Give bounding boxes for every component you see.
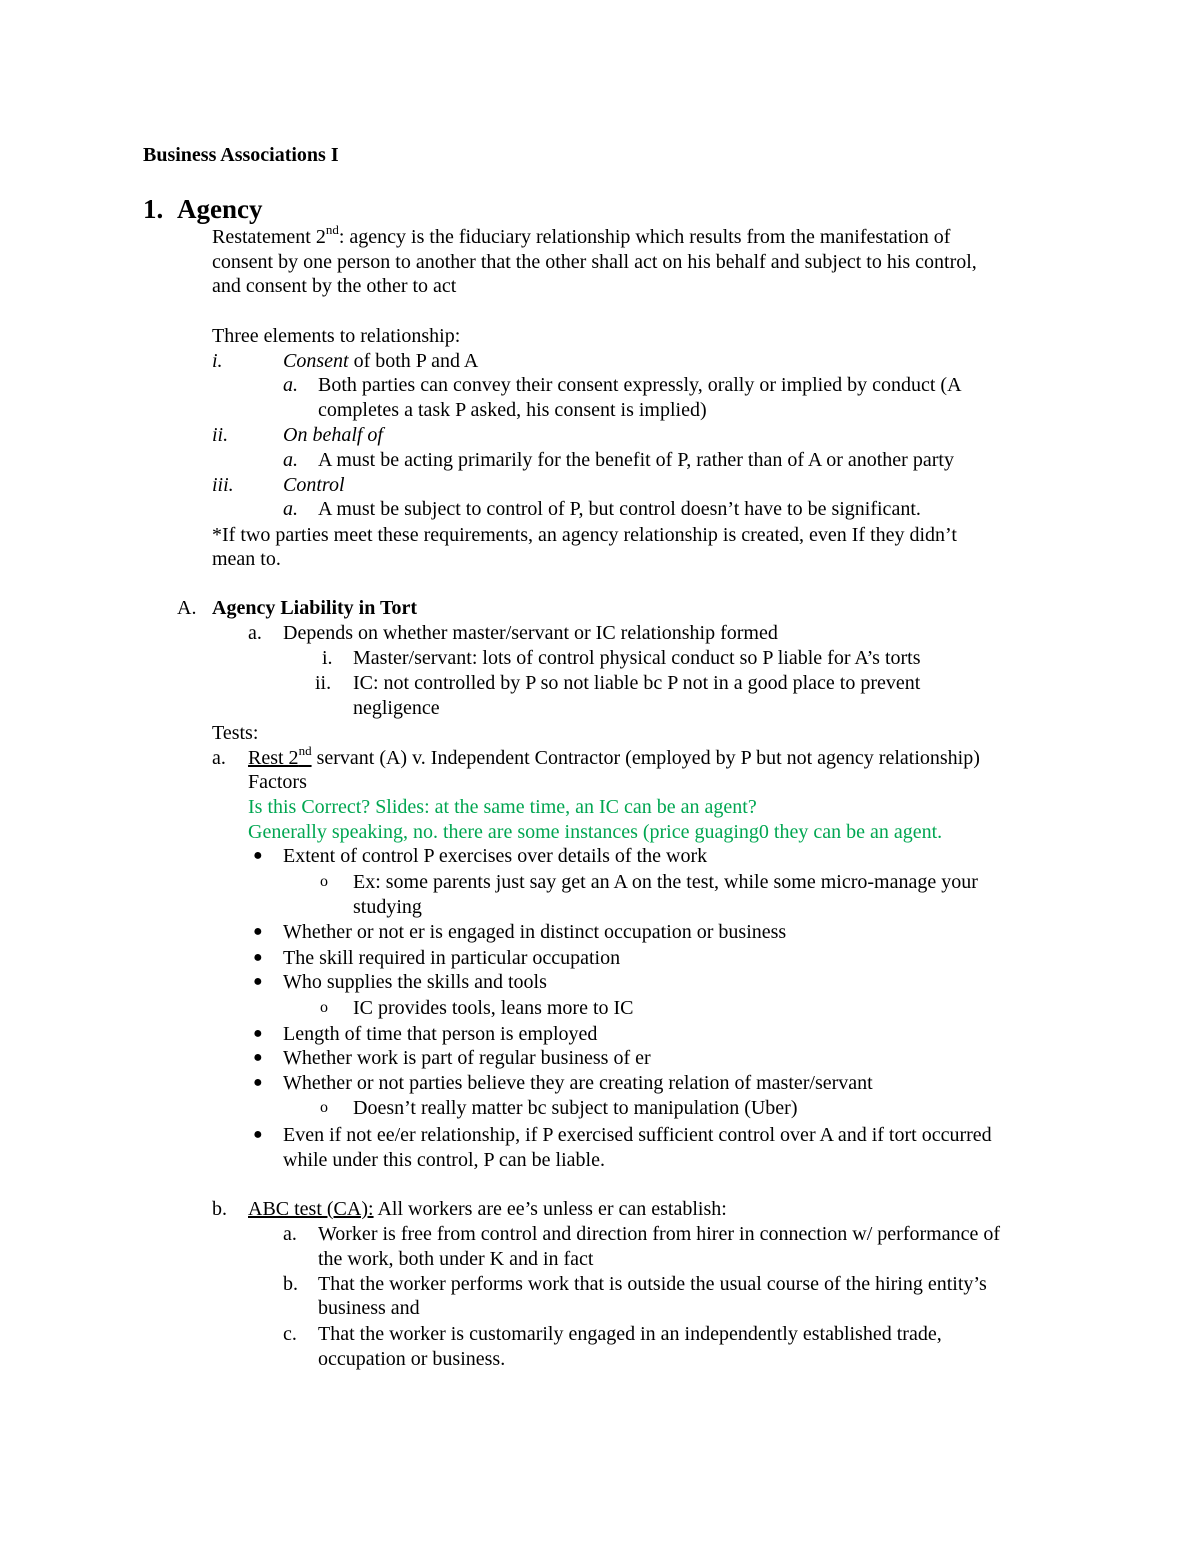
bullet-icon: ● bbox=[253, 973, 263, 990]
bullet-icon: ● bbox=[253, 1049, 263, 1066]
element-i-number: i. bbox=[212, 350, 223, 372]
abc-item-c-number: c. bbox=[283, 1323, 297, 1345]
element-i-rest: of both P and A bbox=[348, 350, 479, 372]
test-a-description: servant (A) v. Independent Contractor (employed by P but not agency relationship) bbox=[311, 747, 980, 769]
abc-item-b-number: b. bbox=[283, 1273, 298, 1295]
test-a-number: a. bbox=[212, 747, 226, 769]
factor-2: Whether or not er is engaged in distinct occupation or business bbox=[283, 921, 787, 943]
element-ii-term: On behalf of bbox=[283, 424, 383, 446]
section-a-item-i-text: Master/servant: lots of control physical conduct so P liable for A’s torts bbox=[353, 647, 921, 669]
bullet-icon: ● bbox=[253, 949, 263, 966]
bullet-icon: ● bbox=[253, 1025, 263, 1042]
abc-item-a-line-1: Worker is free from control and direction from hirer in connection w/ performance of bbox=[318, 1223, 1001, 1245]
abc-item-a-number: a. bbox=[283, 1223, 297, 1245]
restatement-line-3: and consent by the other to act bbox=[212, 275, 457, 297]
element-iii-number: iii. bbox=[212, 474, 234, 496]
restatement-line-2: consent by one person to another that the other shall act on his behalf and subject to his control, bbox=[212, 251, 977, 273]
test-b-line bbox=[248, 1197, 727, 1221]
factor-7-sub: Doesn’t really matter bc subject to manipulation (Uber) bbox=[353, 1097, 798, 1119]
sub-bullet-icon: o bbox=[320, 1099, 328, 1116]
factors-label: Factors bbox=[248, 771, 307, 793]
test-b-number: b. bbox=[212, 1198, 227, 1220]
section-a-item-ii-line-2: negligence bbox=[353, 697, 440, 719]
factor-3: The skill required in particular occupation bbox=[283, 947, 621, 969]
factor-4-sub: IC provides tools, leans more to IC bbox=[353, 997, 634, 1019]
abc-item-b-line-1: That the worker performs work that is outside the usual course of the hiring entity’s bbox=[318, 1273, 987, 1295]
test-b-description: All workers are ee’s unless er can establish: bbox=[373, 1198, 727, 1220]
element-i-sub-number: a. bbox=[283, 374, 298, 396]
sub-bullet-icon: o bbox=[320, 873, 328, 890]
document-title: Business Associations I bbox=[143, 144, 339, 166]
factor-7: Whether or not parties believe they are creating relation of master/servant bbox=[283, 1072, 873, 1094]
element-i-term: Consent bbox=[283, 350, 349, 372]
section-a-heading: Agency Liability in Tort bbox=[212, 597, 418, 619]
element-i-text bbox=[283, 349, 478, 373]
restatement-sup: nd bbox=[325, 222, 339, 238]
section-a-item-a-number: a. bbox=[248, 622, 262, 644]
factor-8-line-1: Even if not ee/er relationship, if P exercised sufficient control over A and if tort occurred bbox=[283, 1124, 992, 1146]
abc-item-b-line-2: business and bbox=[318, 1297, 420, 1319]
tests-label: Tests: bbox=[212, 722, 259, 744]
abc-item-a-line-2: the work, both under K and in fact bbox=[318, 1248, 594, 1270]
green-comment-1: Is this Correct? Slides: at the same time, an IC can be an agent? bbox=[248, 796, 757, 818]
factor-6: Whether work is part of regular business of er bbox=[283, 1047, 651, 1069]
abc-test-link[interactable]: ABC test (CA): bbox=[248, 1198, 374, 1220]
green-comment-2: Generally speaking, no. there are some instances (price guaging0 they can be an agent. bbox=[248, 821, 943, 843]
sub-bullet-icon: o bbox=[320, 999, 328, 1016]
elements-intro: Three elements to relationship: bbox=[212, 325, 461, 347]
bullet-icon: ● bbox=[253, 1126, 263, 1143]
rest-2nd-link[interactable] bbox=[248, 743, 312, 769]
agency-note-line-2: mean to. bbox=[212, 548, 281, 570]
restatement-text: : agency is the fiduciary relationship which results from the manifestation of bbox=[338, 226, 951, 248]
element-ii-number: ii. bbox=[212, 424, 229, 446]
element-ii-sub-line-1: A must be acting primarily for the benefit of P, rather than of A or another party bbox=[318, 449, 954, 471]
test-a-line-1 bbox=[248, 743, 980, 770]
element-i-sub-line-1: Both parties can convey their consent expressly, orally or implied by conduct (A bbox=[318, 374, 962, 396]
section-a-item-ii-line-1: IC: not controlled by P so not liable bc P not in a good place to prevent bbox=[353, 672, 921, 694]
element-i-sub-line-2: completes a task P asked, his consent is implied) bbox=[318, 399, 707, 421]
abc-item-c-line-1: That the worker is customarily engaged in an independently established trade, bbox=[318, 1323, 942, 1345]
section-a-item-a-text: Depends on whether master/servant or IC relationship formed bbox=[283, 622, 778, 644]
section-1-heading: Agency bbox=[177, 194, 263, 224]
factor-4: Who supplies the skills and tools bbox=[283, 971, 547, 993]
section-a-number: A. bbox=[177, 597, 197, 619]
bullet-icon: ● bbox=[253, 1074, 263, 1091]
factor-8-line-2: while under this control, P can be liable. bbox=[283, 1149, 605, 1171]
bullet-icon: ● bbox=[253, 847, 263, 864]
element-iii-sub-number: a. bbox=[283, 498, 298, 520]
element-iii-term: Control bbox=[283, 474, 345, 496]
bullet-icon: ● bbox=[253, 923, 263, 940]
restatement-label: Restatement 2 bbox=[212, 226, 326, 248]
rest-2nd-link-sup: nd bbox=[298, 743, 312, 759]
element-ii-sub-number: a. bbox=[283, 449, 298, 471]
factor-5: Length of time that person is employed bbox=[283, 1023, 598, 1045]
section-1-number: 1. bbox=[143, 194, 164, 224]
factor-1: Extent of control P exercises over details of the work bbox=[283, 845, 708, 867]
restatement-line-1 bbox=[212, 222, 951, 249]
agency-note-line-1: *If two parties meet these requirements, an agency relationship is created, even If they didn’t bbox=[212, 524, 957, 546]
rest-2nd-link-text: Rest 2 bbox=[248, 747, 299, 769]
element-iii-sub-line-1: A must be subject to control of P, but control doesn’t have to be significant. bbox=[318, 498, 921, 520]
abc-item-c-line-2: occupation or business. bbox=[318, 1348, 506, 1370]
factor-1-sub-line-1: Ex: some parents just say get an A on the test, while some micro-manage your bbox=[353, 871, 978, 893]
factor-1-sub-line-2: studying bbox=[353, 896, 422, 918]
section-a-item-i-number: i. bbox=[322, 647, 333, 669]
section-a-item-ii-number: ii. bbox=[315, 672, 332, 694]
